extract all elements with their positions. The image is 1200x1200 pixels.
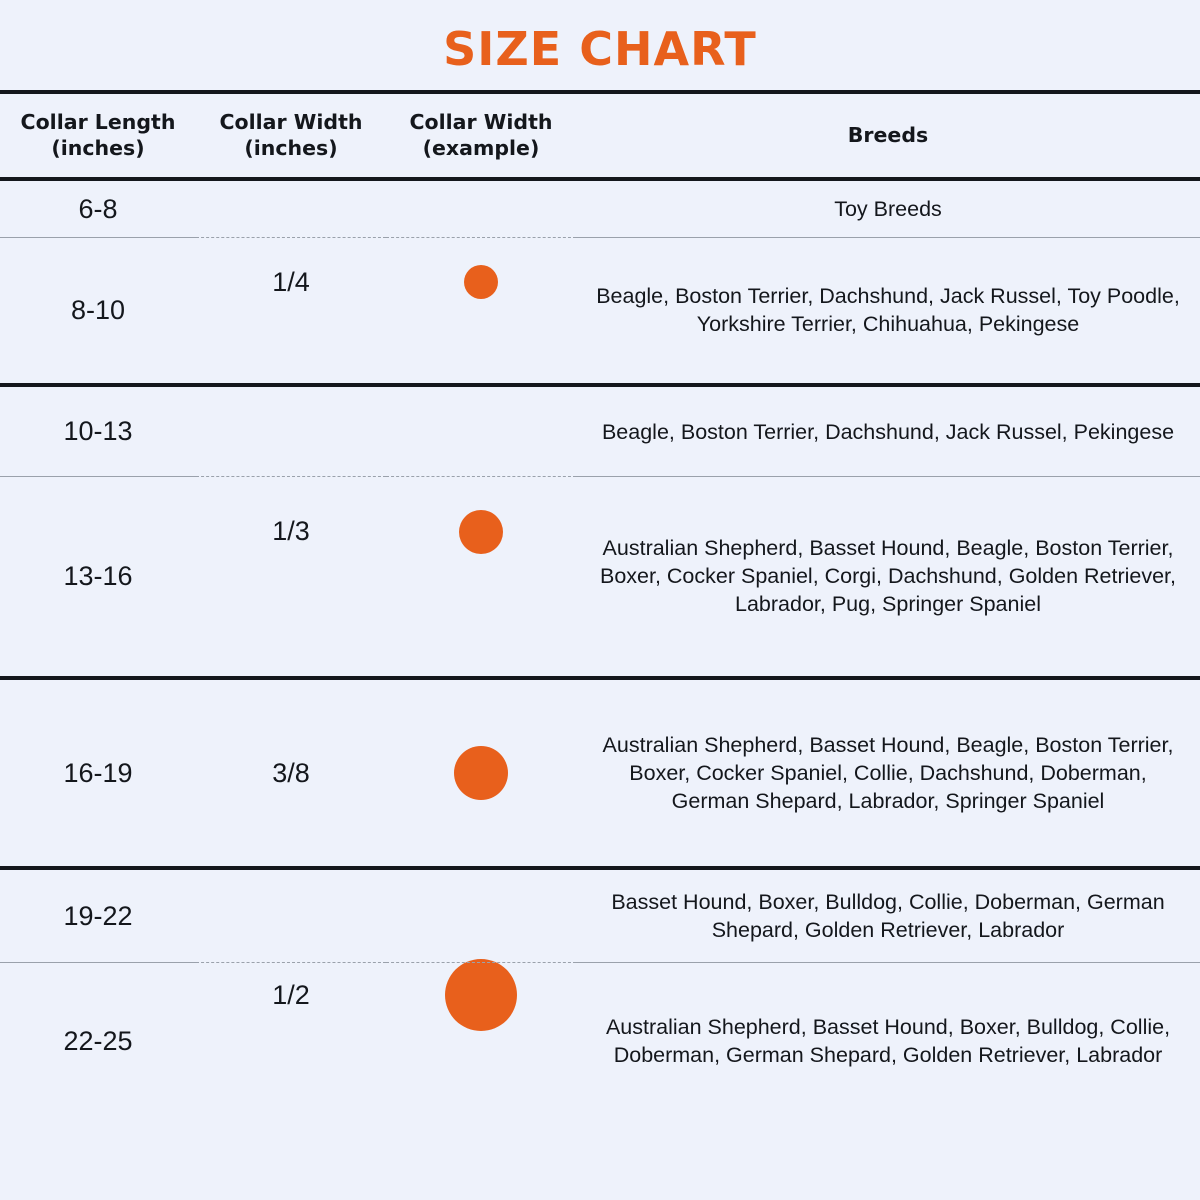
header-collar-length — [0, 110, 196, 161]
table-row: Australian Shepherd, Basset Hound, Boxer, Bulldog, Collie, Doberman, German Shepard, Golden Retriever, Labrador — [605, 1014, 1171, 1068]
page-title: SIZE CHART — [443, 22, 757, 76]
collar-width-value: 3/8 — [272, 757, 310, 788]
table-group-half — [0, 870, 1200, 1120]
table-row: 8-10 — [70, 294, 126, 325]
table-row: Australian Shepherd, Basset Hound, Beagle, Boston Terrier, Boxer, Cocker Spaniel, Collie, Dachshund, Doberman, German Shepard, Labrador, Springer Spaniel — [602, 732, 1174, 814]
table-group-three-eighths — [0, 680, 1200, 866]
group-half-breeds — [576, 870, 1200, 1120]
collar-width-value: 1/4 — [272, 266, 310, 297]
table-header-row — [0, 94, 1200, 177]
collar-width-value: 1/2 — [272, 979, 310, 1010]
group-quarter-dot — [386, 181, 576, 383]
table-row: 13-16 — [63, 560, 133, 591]
group-quarter-breeds — [576, 181, 1200, 383]
group-third-width — [196, 387, 386, 676]
table-group-quarter — [0, 181, 1200, 383]
table-row: 16-19 — [63, 757, 133, 788]
table-group-third — [0, 387, 1200, 676]
group-quarter-width — [196, 181, 386, 383]
group-three-eighths-lengths — [0, 680, 196, 866]
table-row: 6-8 — [78, 193, 118, 224]
table-row: Beagle, Boston Terrier, Dachshund, Jack Russel, Pekingese — [601, 419, 1175, 444]
group-half-lengths — [0, 870, 196, 1120]
table-row: 19-22 — [63, 900, 133, 931]
group-three-eighths-breeds — [576, 680, 1200, 866]
group-half-dot — [386, 870, 576, 1120]
width-example-dot-icon — [445, 959, 517, 1031]
width-example-dot-icon — [464, 265, 498, 299]
group-third-breeds — [576, 387, 1200, 676]
header-collar-width-inches-line2: (inches) — [244, 135, 338, 160]
table-row: Toy Breeds — [834, 197, 942, 222]
group-half-width — [196, 870, 386, 1120]
group-quarter-lengths — [0, 181, 196, 383]
table-row: 10-13 — [63, 416, 133, 447]
width-example-dot-icon — [454, 746, 508, 800]
width-example-dot-icon — [459, 510, 503, 554]
header-collar-length-line1: Collar Length — [20, 110, 176, 134]
group-three-eighths-dot — [386, 680, 576, 866]
group-third-dot — [386, 387, 576, 676]
table-row: Beagle, Boston Terrier, Dachshund, Jack Russel, Toy Poodle, Yorkshire Terrier, Chihuahua, Pekingese — [596, 283, 1180, 337]
header-collar-width-example — [386, 110, 576, 161]
group-third-lengths — [0, 387, 196, 676]
header-collar-width-inches-line1: Collar Width — [219, 110, 363, 134]
header-collar-length-line2: (inches) — [51, 135, 145, 160]
header-breeds: Breeds — [847, 122, 929, 147]
table-row: Australian Shepherd, Basset Hound, Beagle, Boston Terrier, Boxer, Cocker Spaniel, Corgi, Dachshund, Golden Retriever, Labrador, Pug, Springer Spaniel — [599, 535, 1177, 617]
collar-width-value: 1/3 — [272, 516, 310, 547]
table-row: 22-25 — [63, 1025, 133, 1056]
header-collar-width-example-line1: Collar Width — [409, 110, 553, 134]
table-row: Basset Hound, Boxer, Bulldog, Collie, Doberman, German Shepard, Golden Retriever, Labrador — [611, 889, 1165, 943]
group-three-eighths-width — [196, 680, 386, 866]
header-collar-width-inches — [196, 110, 386, 161]
header-collar-width-example-line2: (example) — [422, 135, 540, 160]
